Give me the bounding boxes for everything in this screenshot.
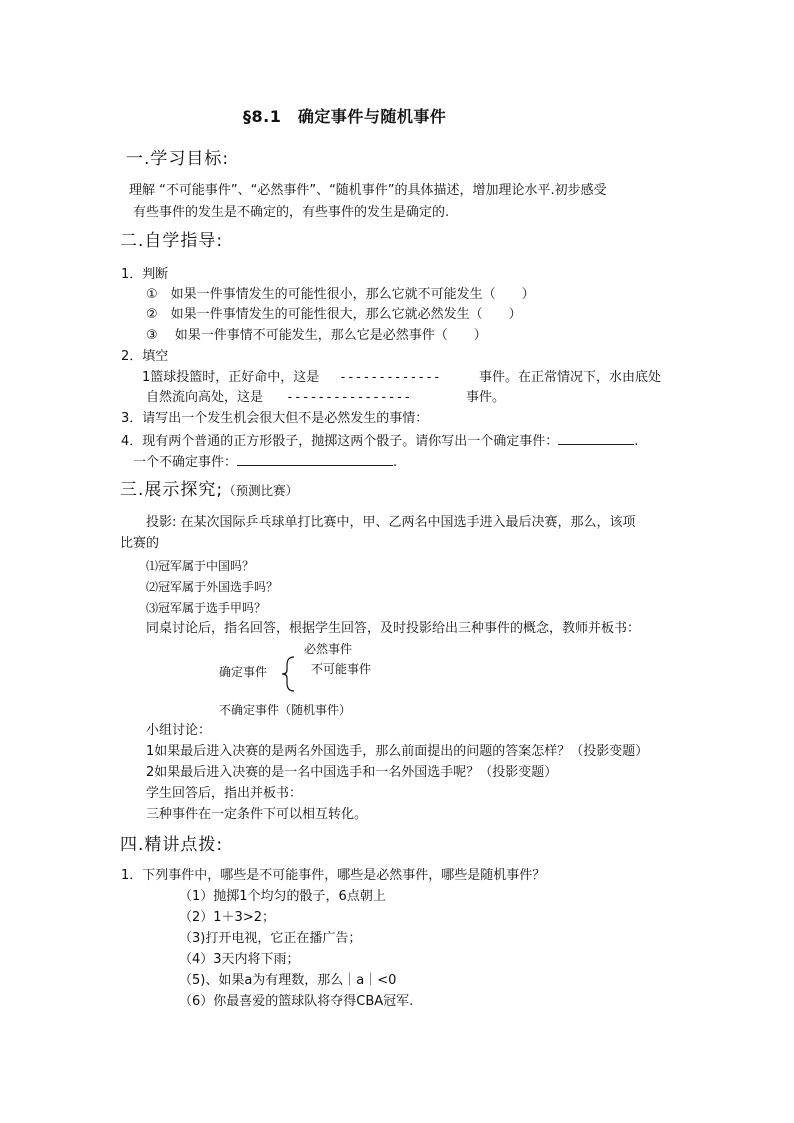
section-2-heading: 二.自学指导:: [120, 231, 224, 251]
diagram-determined: 确定事件: [219, 665, 268, 679]
q2-label: 2．填空: [121, 349, 169, 364]
q4-answer-blank-b[interactable]: [237, 452, 393, 466]
section-4-heading: 四.精讲点拨:: [120, 835, 224, 855]
q4-line-a: [121, 431, 638, 451]
q2-line-2-dash: ----------------: [286, 390, 412, 405]
q1-item: ① 如果一件事情发生的可能性很小，那么它就不可能发生（ ）: [146, 287, 535, 302]
brace-icon: [280, 656, 296, 692]
group-item: 1如果最后进入决赛的是两名外国选手，那么前面提出的问题的答案怎样？（投影变题）: [146, 744, 649, 759]
q4-end: .: [634, 434, 639, 449]
q1-item: ② 如果一件事情发生的可能性很大，那么它就必然发生（ ）: [146, 307, 522, 322]
q4-text-b: 一个不确定事件：: [133, 455, 238, 470]
s3-para-2: 比赛的: [120, 536, 160, 551]
diagram-certain: 必然事件: [304, 642, 353, 656]
group-label: 小组讨论：: [146, 723, 212, 738]
q2-line-1-b: 事件。在正常情况下，水由底处: [479, 370, 662, 385]
section-3-heading: [120, 481, 298, 500]
s3-conclusion: 三种事件在一定条件下可以相互转化。: [146, 807, 368, 822]
objective-line-2: 有些事件的发生是不确定的，有些事件的发生是确定的.: [133, 205, 450, 220]
s3-para-1: 投影: 在某次国际乒乓球单打比赛中，甲、乙两名中国选手进入最后决赛，那么，该项: [146, 515, 636, 530]
q2-line-1-a: 1篮球投篮时，正好命中，这是: [142, 370, 320, 385]
s3-question: ⑴冠军属于中国吗？: [146, 559, 255, 573]
s4-item: （1）抛掷1个均匀的骰子，6点朝上: [179, 889, 386, 904]
section-3-title: 三.展示探究;: [120, 480, 224, 500]
q1-label: 1．判断: [121, 267, 169, 282]
section-3-subtitle: （预测比赛）: [223, 483, 299, 498]
section-1-heading: 一.学习目标:: [126, 149, 230, 169]
diagram-impossible: 不可能事件: [311, 662, 372, 676]
q2-line-2-a: 自然流向高处，这是: [146, 390, 264, 405]
q3: 3．请写出一个发生机会很大但不是必然发生的事情：: [121, 411, 429, 426]
s4-q1: 1．下列事件中，哪些是不可能事件，哪些是必然事件，哪些是随机事件？: [121, 868, 546, 883]
q2-line-2-b: 事件。: [466, 390, 506, 405]
q1-item: ③ 如果一件事情不可能发生，那么它是必然事件（ ）: [146, 328, 487, 343]
s4-item: （3)打开电视，它正在播广告；: [179, 931, 362, 946]
q4-text: 4．现有两个普通的正方形骰子，抛掷这两个骰子。请你写出一个确定事件：: [121, 434, 559, 449]
group-item: 2如果最后进入决赛的是一名中国选手和一名外国选手呢？（投影变题）: [146, 765, 558, 780]
q4-answer-blank[interactable]: [558, 431, 634, 445]
s4-item: （6）你最喜爱的篮球队将夺得CBA冠军.: [179, 994, 414, 1009]
s4-item: （4）3天内将下雨；: [179, 952, 300, 967]
page-title: §8.1 确定事件与随机事件: [243, 107, 447, 126]
diagram-random: 不确定事件（随机事件）: [219, 703, 352, 717]
objective-line-1: 理解 “不可能事件”、“必然事件”、“随机事件”的具体描述，增加理论水平.初步感受: [129, 183, 607, 198]
s3-question: ⑵冠军属于外国选手吗？: [146, 580, 279, 594]
s3-question: ⑶冠军属于选手甲吗？: [146, 601, 267, 615]
q2-line-1-dash: -------------: [339, 370, 441, 385]
q4-end-b: .: [393, 455, 398, 470]
s4-item: （5)、如果a为有理数，那么｜a｜<0: [179, 973, 397, 988]
s3-after: 学生回答后，指出并板书：: [146, 786, 303, 801]
s3-discussion: 同桌讨论后，指名回答，根据学生回答，及时投影给出三种事件的概念，教师并板书：: [146, 621, 641, 636]
s4-item: （2）1＋3>2；: [179, 910, 275, 925]
q4-line-b: [133, 452, 397, 472]
